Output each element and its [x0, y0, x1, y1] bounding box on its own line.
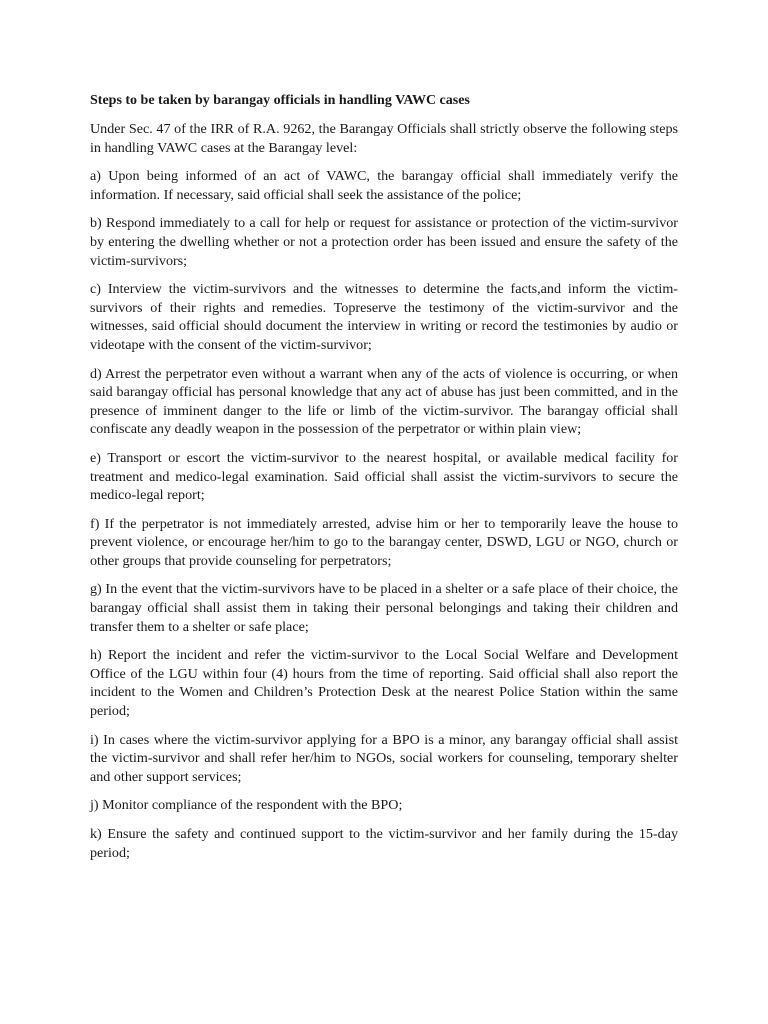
- step-h: h) Report the incident and refer the victim-survivor to the Local Social Welfare and Development Office of the LGU within four (4) hours from the time of reporting. Said official shall also report the incident to the Women and Children’s Protection Desk at the nearest Police Station within the same period;: [90, 647, 678, 720]
- step-a: a) Upon being informed of an act of VAWC, the barangay official shall immediately verify the information. If necessary, said official shall seek the assistance of the police;: [90, 168, 678, 203]
- intro-paragraph: Under Sec. 47 of the IRR of R.A. 9262, the Barangay Officials shall strictly observe the following steps in handling VAWC cases at the Barangay level:: [90, 121, 678, 156]
- document-body: [90, 92, 678, 872]
- step-j: j) Monitor compliance of the respondent with the BPO;: [90, 797, 403, 814]
- step-c: c) Interview the victim-survivors and the witnesses to determine the facts,and inform the victim-survivors of their rights and remedies. Topreserve the testimony of the victim-survivor and the witnesses, said official should document the interview in writing or record the testimonies by audio or videotape with the consent of the victim-survivor;: [90, 281, 678, 353]
- document-title: Steps to be taken by barangay officials in handling VAWC cases: [90, 93, 470, 108]
- step-b: b) Respond immediately to a call for help or request for assistance or protection of the victim-survivor by entering the dwelling whether or not a protection order has been issued and ensure the safety of the victim-survivors;: [90, 215, 678, 269]
- step-d: d) Arrest the perpetrator even without a warrant when any of the acts of violence is occurring, or when said barangay official has personal knowledge that any act of abuse has just been committed, and in the presence of imminent danger to the life or limb of the victim-survivor. The barangay official shall confiscate any deadly weapon in the possession of the perpetrator or within plain view;: [90, 365, 678, 438]
- step-k: k) Ensure the safety and continued support to the victim-survivor and her family during the 15-day period;: [90, 826, 678, 861]
- step-e: e) Transport or escort the victim-survivor to the nearest hospital, or available medical facility for treatment and medico-legal examination. Said official shall assist the victim-survivors to secure the medico-legal report;: [90, 449, 678, 504]
- step-g: g) In the event that the victim-survivors have to be placed in a shelter or a safe place of their choice, the barangay official shall assist them in taking their personal belongings and taking their children and transfer them to a shelter or safe place;: [90, 581, 678, 635]
- step-f: f) If the perpetrator is not immediately arrested, advise him or her to temporarily leave the house to prevent violence, or encourage her/him to go to the barangay center, DSWD, LGU or NGO, church or other groups that provide counseling for perpetrators;: [90, 515, 678, 569]
- step-i: i) In cases where the victim-survivor applying for a BPO is a minor, any barangay official shall assist the victim-survivor and shall refer her/him to NGOs, social workers for counseling, temporary shelter and other support services;: [90, 731, 678, 785]
